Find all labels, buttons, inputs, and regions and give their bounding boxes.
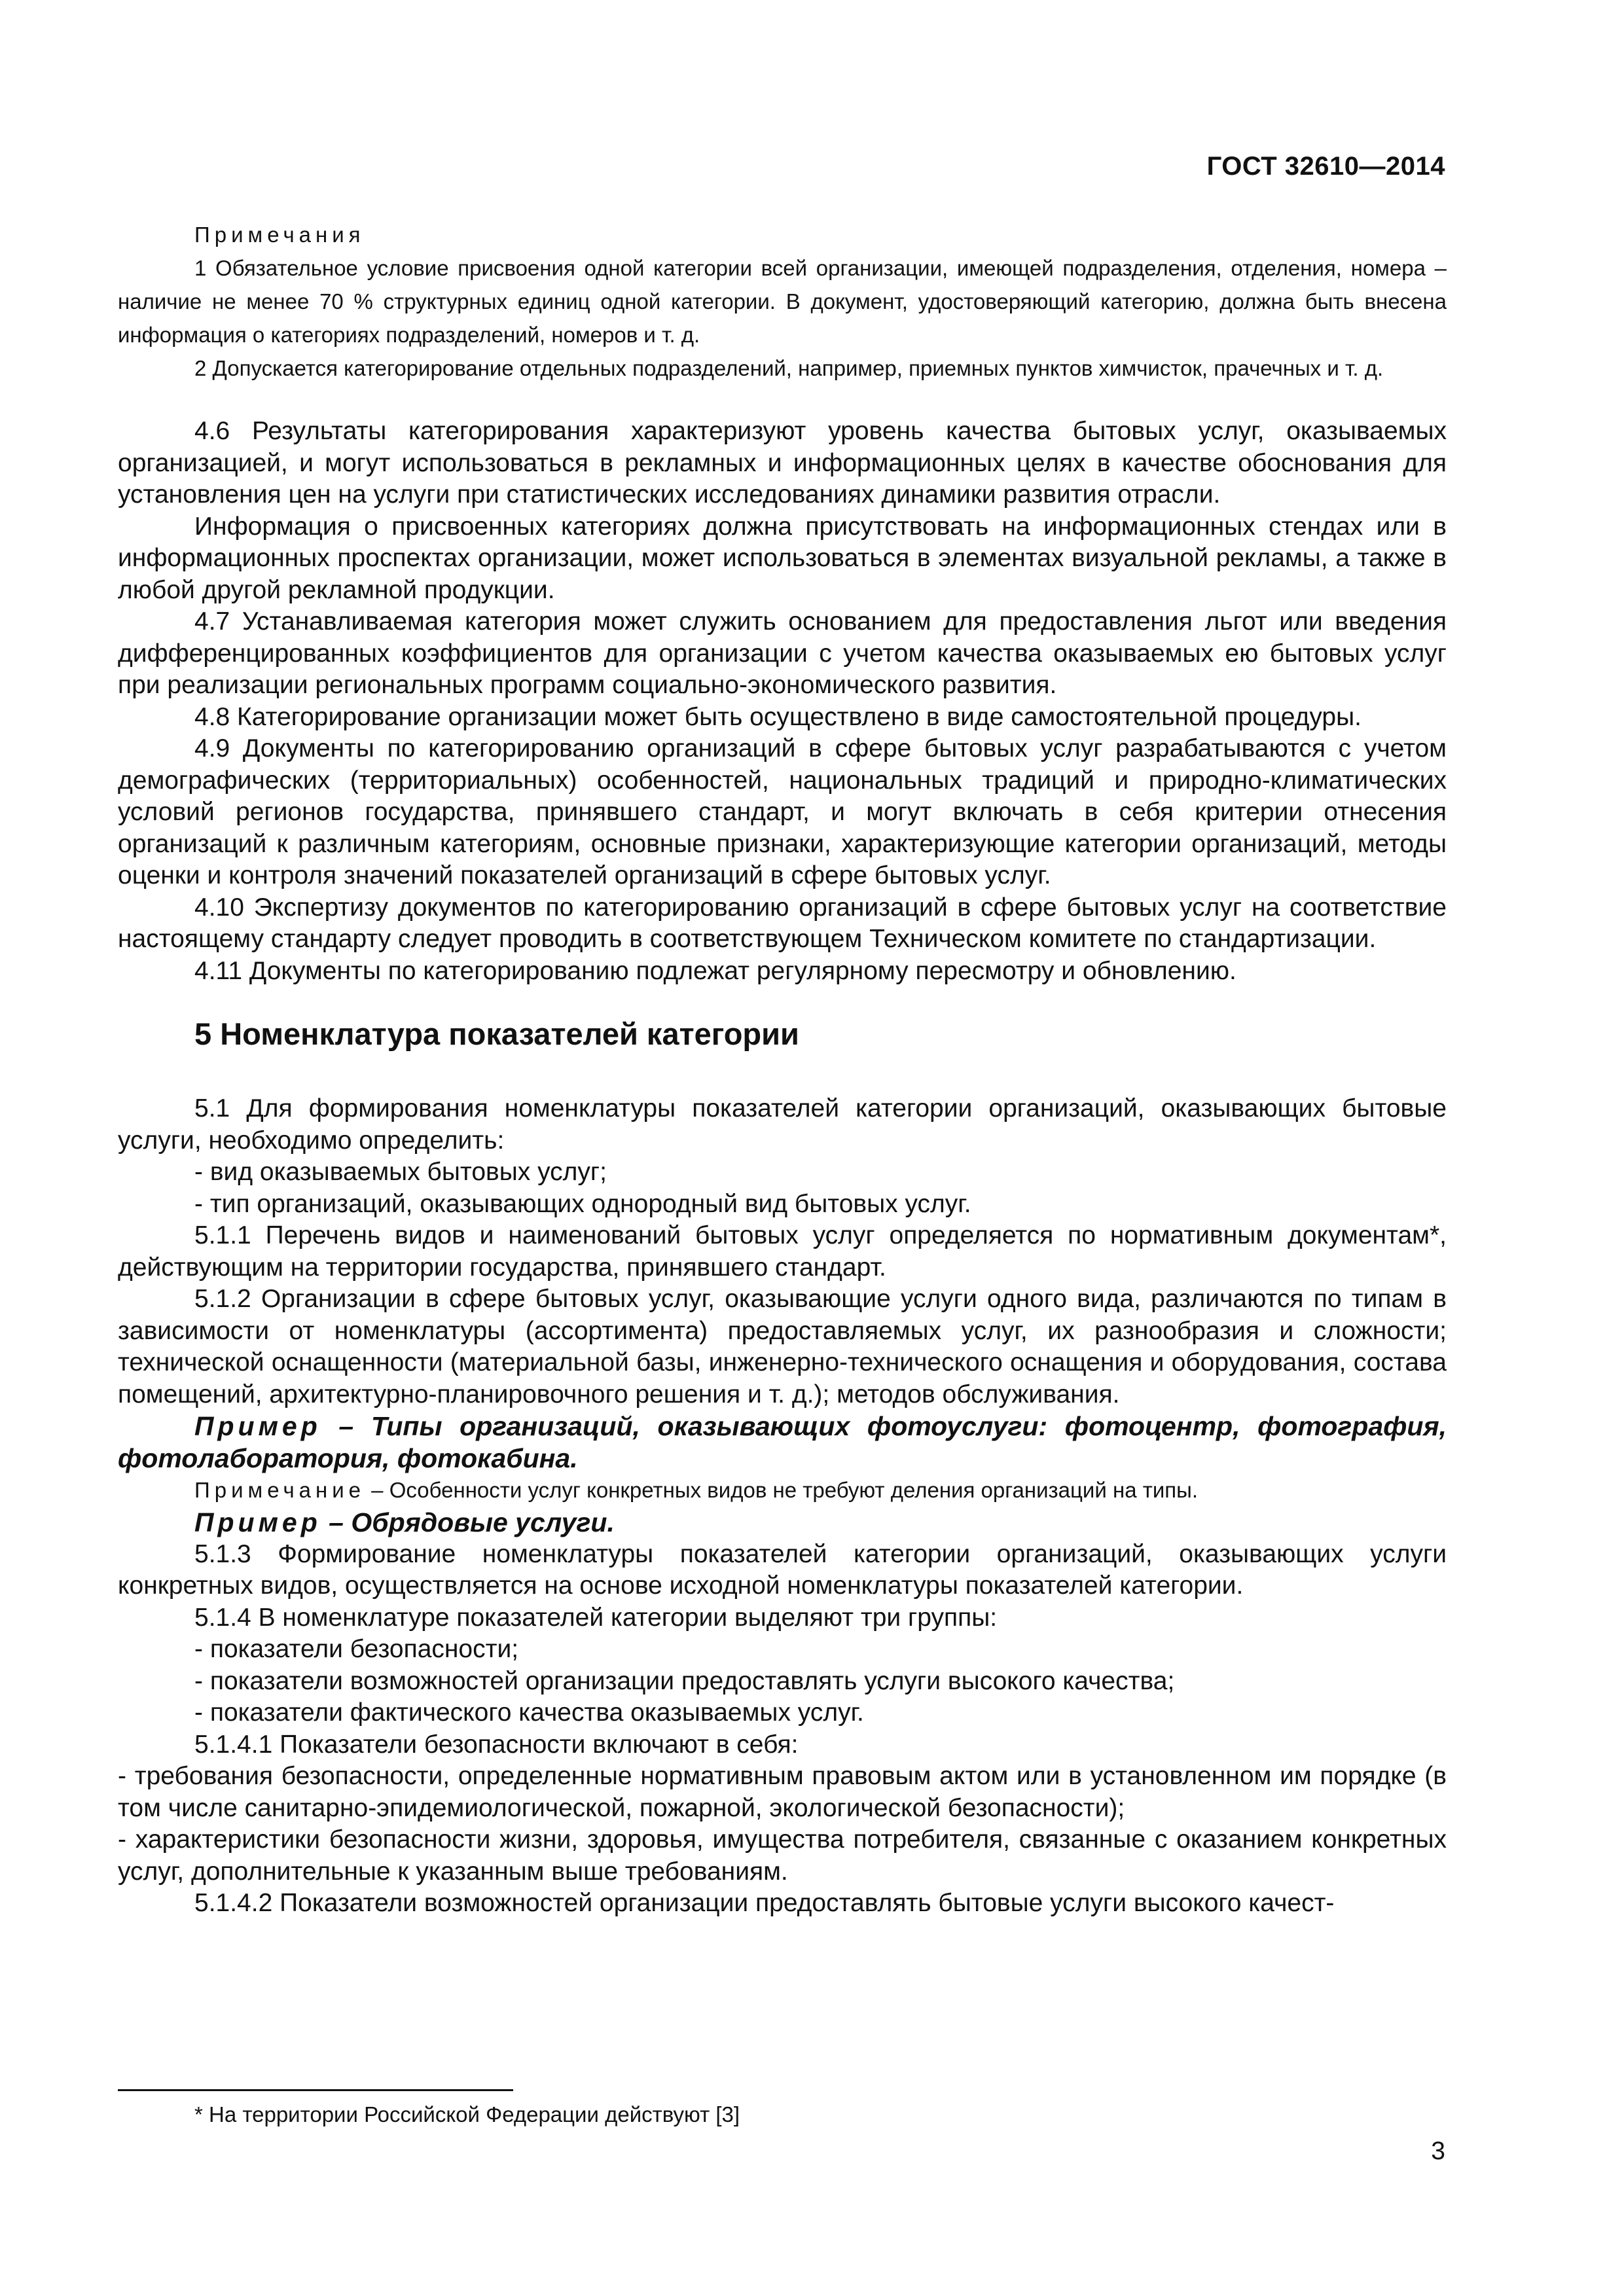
paragraph-4-11: 4.11 Документы по категорированию подлежат регулярному пересмотру и обновлению. bbox=[194, 956, 1236, 985]
paragraph-5-1-1: 5.1.1 Перечень видов и наименований бытовых услуг определяется по нормативным документам*, действующим на территории государства, принявшего стандарт. bbox=[118, 1221, 1447, 1282]
paragraph-5-1-2: 5.1.2 Организации в сфере бытовых услуг, оказывающие услуги одного вида, различаются по типам в зависимости от номенклатуры (ассортимента) предоставляемых услуг, их разнообразия и сложности; технической оснащенности (материальной базы, инженерно-технического оснащения и оборудования, состава помещений, архитектурно-планировочного решения и т. д.); методов обслуживания. bbox=[118, 1285, 1447, 1408]
paragraph-4-10: 4.10 Экспертизу документов по категорированию организаций в сфере бытовых услуг на соответствие настоящему стандарту следует проводить в соответствующем Техническом комитете по стандартизации. bbox=[118, 893, 1447, 953]
inline-note-label: Примечание bbox=[194, 1478, 366, 1502]
example-block-1 bbox=[118, 1410, 1447, 1474]
note-item-2: 2 Допускается категорирование отдельных подразделений, например, приемных пунктов химчисток, прачечных и т. д. bbox=[194, 356, 1384, 380]
footnote: * На территории Российской Федерации действуют [3] bbox=[194, 2102, 740, 2126]
example-label: Пример bbox=[194, 1411, 321, 1441]
paragraph-5-1: 5.1 Для формирования номенклатуры показателей категории организаций, оказывающих бытовые услуги, необходимо определить: bbox=[118, 1094, 1447, 1155]
footnote-separator bbox=[118, 2089, 513, 2091]
list-item: - характеристики безопасности жизни, здоровья, имущества потребителя, связанные с оказанием конкретных услуг, дополнительные к указанным выше требованиям. bbox=[118, 1825, 1447, 1886]
paragraph-4-8: 4.8 Категорирование организации может быть осуществлено в виде самостоятельной процедуры. bbox=[194, 702, 1362, 731]
note-item-1: 1 Обязательное условие присвоения одной категории всей организации, имеющей подразделения, отделения, номера – наличие не менее 70 % структурных единиц одной категории. В документ, удостоверяющий категорию, должна быть внесена информация о категориях подразделений, номеров и т. д. bbox=[118, 256, 1447, 347]
page-number: 3 bbox=[1431, 2137, 1445, 2165]
example-text: – Типы организаций, оказывающих фотоуслуги: фотоцентр, фотография, фотолаборатория, фотокабина. bbox=[118, 1411, 1447, 1473]
paragraph-5-1-4-2: 5.1.4.2 Показатели возможностей организации предоставлять бытовые услуги высокого качест- bbox=[194, 1889, 1335, 1917]
document-code-header: ГОСТ 32610—2014 bbox=[1206, 152, 1445, 181]
notes-title: Примечания bbox=[194, 223, 365, 247]
example-text: – Обрядовые услуги. bbox=[321, 1507, 615, 1537]
paragraph-5-1-4-1: 5.1.4.1 Показатели безопасности включают в себя: bbox=[194, 1730, 799, 1759]
list-item: - показатели возможностей организации предоставлять услуги высокого качества; bbox=[194, 1666, 1175, 1695]
list-item: - тип организаций, оказывающих однородный вид бытовых услуг. bbox=[194, 1189, 971, 1218]
inline-note bbox=[118, 1474, 1447, 1507]
paragraph-4-7: 4.7 Устанавливаемая категория может служить основанием для предоставления льгот или введения дифференцированных коэффициентов для организации с учетом качества оказываемых ею бытовых услуг при реализации региональных программ социально-экономического развития. bbox=[118, 607, 1447, 699]
list-item: - требования безопасности, определенные нормативным правовым актом или в установленном им порядке (в том числе санитарно-эпидемиологической, пожарной, экологической безопасности); bbox=[118, 1762, 1447, 1822]
list-item: - показатели безопасности; bbox=[194, 1635, 519, 1663]
notes-block bbox=[118, 218, 1447, 385]
paragraph-4-9: 4.9 Документы по категорированию организаций в сфере бытовых услуг разрабатываются с учетом демографических (территориальных) особенностей, национальных традиций и природно-климатических условий регионов государства, принявшего стандарт, и могут включать в себя критерии отнесения организаций к различным категориям, основные признаки, характеризующие категории организаций, методы оценки и контроля значений показателей организаций в сфере бытовых услуг. bbox=[118, 734, 1447, 889]
paragraph-5-1-4: 5.1.4 В номенклатуре показателей категории выделяют три группы: bbox=[194, 1603, 998, 1632]
list-item: - показатели фактического качества оказываемых услуг. bbox=[194, 1698, 864, 1727]
paragraph-4-6-info: Информация о присвоенных категориях должна присутствовать на информационных стендах или в информационных проспектах организации, может использоваться в элементах визуальной рекламы, а также в любой другой рекламной продукции. bbox=[118, 512, 1447, 604]
main-text bbox=[118, 416, 1447, 1920]
paragraph-4-6: 4.6 Результаты категорирования характеризуют уровень качества бытовых услуг, оказываемых организацией, и могут использоваться в рекламных и информационных целях в качестве обоснования для установления цен на услуги при статистических исследованиях динамики развития отрасли. bbox=[118, 417, 1447, 509]
section-5-heading: 5 Номенклатура показателей категории bbox=[194, 1016, 799, 1051]
list-item: - вид оказываемых бытовых услуг; bbox=[194, 1158, 607, 1186]
inline-note-text: – Особенности услуг конкретных видов не требуют деления организаций на типы. bbox=[365, 1478, 1199, 1502]
paragraph-5-1-3: 5.1.3 Формирование номенклатуры показателей категории организаций, оказывающих услуги конкретных видов, осуществляется на основе исходной номенклатуры показателей категории. bbox=[118, 1539, 1447, 1600]
example-label: Пример bbox=[194, 1507, 321, 1537]
example-block-2 bbox=[118, 1507, 1447, 1539]
